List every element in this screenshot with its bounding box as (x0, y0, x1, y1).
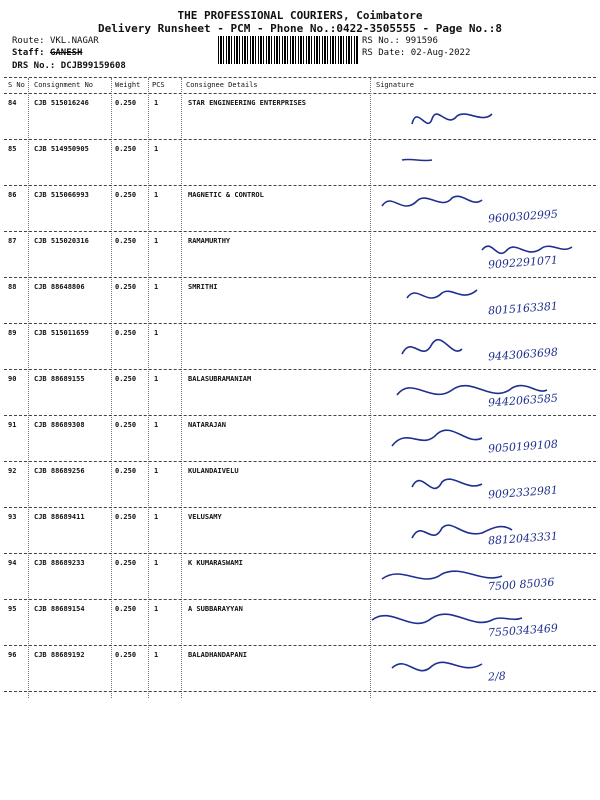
rs-no-field (362, 36, 438, 46)
signature-scribble (372, 508, 596, 554)
table-row (0, 508, 600, 554)
row-pcs: 1 (154, 651, 159, 659)
row-consignee: BALASUBRAMANIAM (188, 375, 252, 383)
rs-date-label: RS Date: (362, 48, 406, 58)
col-header-pcs: PCS (152, 81, 165, 89)
row-pcs: 1 (154, 605, 159, 613)
row-weight: 0.250 (115, 467, 137, 475)
row-pcs: 1 (154, 283, 159, 291)
row-consignee: SMRITHI (188, 283, 218, 291)
signature-scribble (372, 232, 596, 278)
signature-scribble (372, 646, 596, 692)
row-weight: 0.250 (115, 605, 137, 613)
rs-no-value: 991596 (405, 36, 438, 46)
row-pcs: 1 (154, 467, 159, 475)
staff-label: Staff: (12, 48, 45, 58)
row-sno: 85 (8, 145, 17, 153)
table-row (0, 94, 600, 140)
handwritten-phone: 9092332981 (487, 483, 559, 502)
row-consignment-no: CJB 515020316 (34, 237, 89, 245)
table-row (0, 140, 600, 186)
row-consignee: NATARAJAN (188, 421, 226, 429)
rs-no-label: RS No.: (362, 36, 400, 46)
signature-scribble (372, 416, 596, 462)
col-header-sno: S No (8, 81, 25, 89)
table-row (0, 232, 600, 278)
row-weight: 0.250 (115, 513, 137, 521)
handwritten-phone: 7550343469 (487, 621, 559, 640)
route-label: Route: (12, 36, 45, 46)
row-pcs: 1 (154, 145, 159, 153)
row-consignment-no: CJB 88689192 (34, 651, 85, 659)
col-header-signature: Signature (376, 81, 414, 89)
row-sno: 92 (8, 467, 17, 475)
drs-field (12, 61, 126, 71)
row-consignee: VELUSAMY (188, 513, 222, 521)
col-header-weight: Weight (115, 81, 141, 89)
row-consignee: BALADHANDAPANI (188, 651, 248, 659)
signature-scribble (372, 600, 596, 646)
signature-scribble (372, 370, 596, 416)
row-consignee: STAR ENGINEERING ENTERPRISES (188, 99, 307, 107)
col-header-consignment: Consignment No (34, 81, 94, 89)
row-pcs: 1 (154, 191, 159, 199)
barcode (218, 36, 358, 64)
row-weight: 0.250 (115, 237, 137, 245)
row-sno: 89 (8, 329, 17, 337)
row-pcs: 1 (154, 421, 159, 429)
row-weight: 0.250 (115, 559, 137, 567)
row-weight: 0.250 (115, 191, 137, 199)
row-sno: 96 (8, 651, 17, 659)
row-consignee: KULANDAIVELU (188, 467, 239, 475)
row-consignment-no: CJB 88689411 (34, 513, 85, 521)
row-weight: 0.250 (115, 283, 137, 291)
route-field (12, 36, 99, 46)
table-row (0, 324, 600, 370)
header-rule-top (4, 77, 596, 78)
route-value: VKL.NAGAR (49, 36, 99, 46)
staff-field (12, 48, 82, 58)
row-sno: 94 (8, 559, 17, 567)
row-weight: 0.250 (115, 651, 137, 659)
row-consignment-no: CJB 88689308 (34, 421, 85, 429)
table-row (0, 186, 600, 232)
signature-scribble (372, 462, 596, 508)
row-consignment-no: CJB 514950905 (34, 145, 89, 153)
row-pcs: 1 (154, 513, 159, 521)
row-sno: 93 (8, 513, 17, 521)
row-consignment-no: CJB 515011659 (34, 329, 89, 337)
row-pcs: 1 (154, 329, 159, 337)
row-sno: 90 (8, 375, 17, 383)
row-sno: 95 (8, 605, 17, 613)
table-row (0, 554, 600, 600)
signature-scribble (372, 324, 596, 370)
company-title: THE PROFESSIONAL COURIERS, Coimbatore (177, 9, 423, 22)
row-divider (4, 691, 596, 692)
row-sno: 88 (8, 283, 17, 291)
handwritten-phone: 9600302995 (487, 207, 559, 226)
table-row (0, 370, 600, 416)
row-consignment-no: CJB 88689256 (34, 467, 85, 475)
handwritten-phone: 9442063585 (487, 391, 559, 410)
rs-date-field (362, 48, 470, 58)
row-consignment-no: CJB 88648806 (34, 283, 85, 291)
row-sno: 86 (8, 191, 17, 199)
row-consignee: A SUBBARAYYAN (188, 605, 243, 613)
table-row (0, 462, 600, 508)
row-pcs: 1 (154, 375, 159, 383)
signature-scribble (372, 554, 596, 600)
table-row (0, 646, 600, 692)
row-weight: 0.250 (115, 421, 137, 429)
drs-label: DRS No.: (12, 61, 56, 71)
handwritten-phone: 9443063698 (487, 345, 559, 364)
signature-scribble (372, 186, 596, 232)
row-consignment-no: CJB 88689155 (34, 375, 85, 383)
row-sno: 84 (8, 99, 17, 107)
row-sno: 87 (8, 237, 17, 245)
handwritten-phone: 7500 85036 (487, 575, 555, 594)
row-weight: 0.250 (115, 329, 137, 337)
row-consignment-no: CJB 515066993 (34, 191, 89, 199)
signature-scribble (372, 140, 596, 186)
signature-scribble (372, 278, 596, 324)
row-sno: 91 (8, 421, 17, 429)
row-weight: 0.250 (115, 375, 137, 383)
table-row (0, 600, 600, 646)
row-pcs: 1 (154, 559, 159, 567)
row-weight: 0.250 (115, 99, 137, 107)
row-pcs: 1 (154, 237, 159, 245)
signature-scribble (372, 94, 596, 140)
handwritten-phone: 8812043331 (487, 529, 559, 548)
table-row (0, 278, 600, 324)
row-weight: 0.250 (115, 145, 137, 153)
row-consignment-no: CJB 88689154 (34, 605, 85, 613)
rs-date-value: 02-Aug-2022 (410, 48, 471, 58)
row-consignee: MAGNETIC & CONTROL (188, 191, 264, 199)
handwritten-phone: 2/8 (487, 669, 507, 684)
handwritten-phone: 9050199108 (487, 437, 559, 456)
row-consignment-no: CJB 515016246 (34, 99, 89, 107)
row-consignee: K KUMARASWAMI (188, 559, 243, 567)
row-pcs: 1 (154, 99, 159, 107)
col-header-consignee: Consignee Details (186, 81, 258, 89)
runsheet-title: Delivery Runsheet - PCM - Phone No.:0422-3505555 - Page No.:8 (98, 22, 502, 35)
staff-value: GANESH (49, 48, 83, 58)
handwritten-phone: 8015163381 (487, 299, 559, 318)
handwritten-phone: 9092291071 (487, 253, 559, 272)
row-consignment-no: CJB 88689233 (34, 559, 85, 567)
row-consignee: RAMAMURTHY (188, 237, 231, 245)
table-row (0, 416, 600, 462)
drs-value: DCJB99159608 (60, 61, 126, 71)
